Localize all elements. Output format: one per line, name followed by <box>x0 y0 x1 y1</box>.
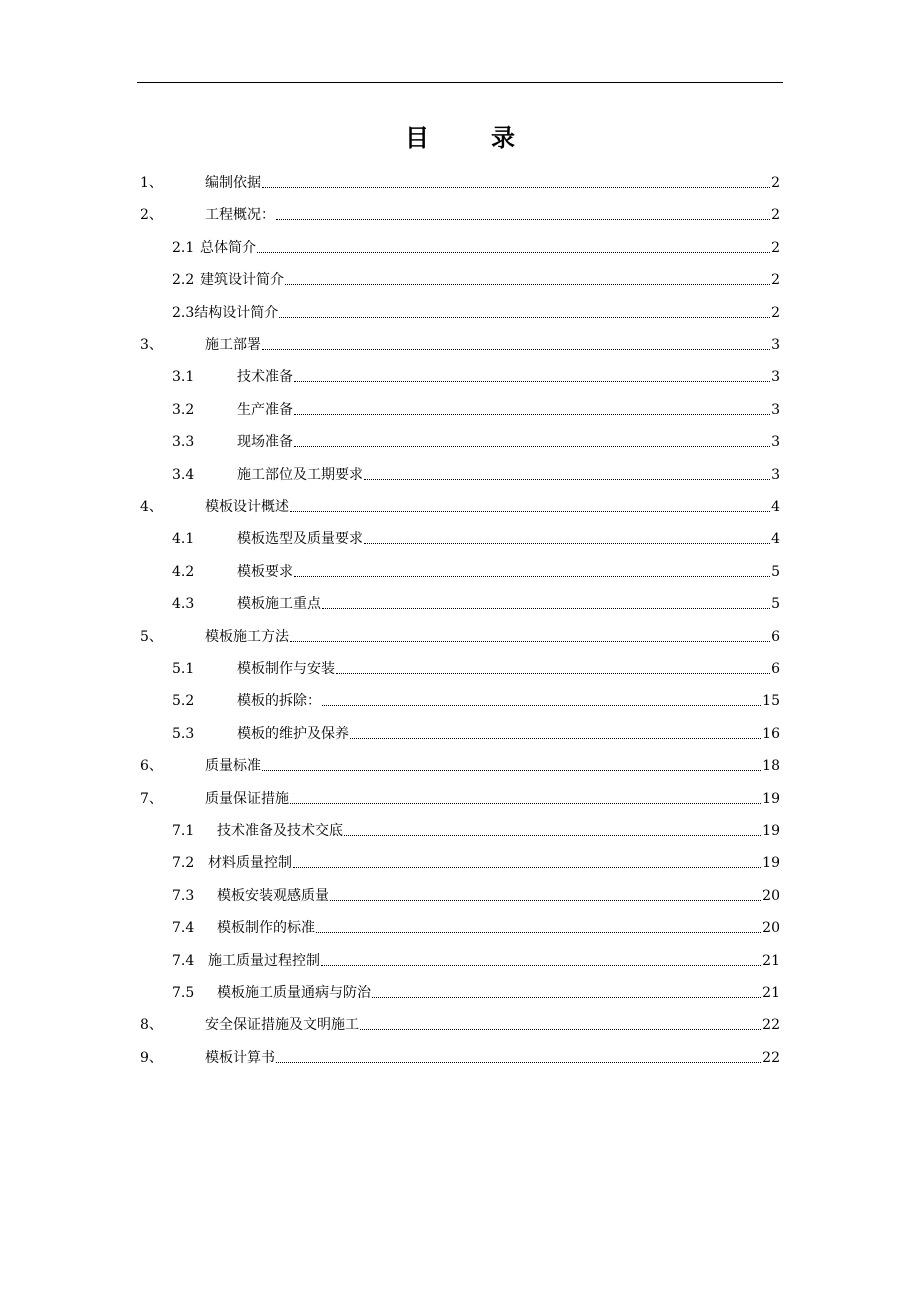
toc-entry[interactable] <box>172 364 780 386</box>
header-rule <box>137 82 783 83</box>
toc-entry-number: 8、 <box>140 1017 163 1034</box>
toc-entry[interactable] <box>172 397 780 419</box>
toc-title <box>0 118 920 153</box>
toc-entry-label: 工程概况： <box>205 207 275 224</box>
toc-entry-leader <box>290 511 770 512</box>
toc-entry-number: 7.2 <box>172 855 195 872</box>
toc-entry-page-number: 21 <box>762 952 780 969</box>
toc-entry-page-number: 19 <box>762 823 780 839</box>
toc-entry-label: 模板制作与安装 <box>237 661 335 677</box>
toc-entry[interactable] <box>172 721 780 743</box>
toc-entry-leader <box>360 1029 761 1030</box>
toc-entry-number: 4.3 <box>172 596 195 613</box>
toc-entry-label: 模板计算书 <box>205 1049 275 1066</box>
toc-entry-label: 技术准备及技术交底 <box>217 823 343 839</box>
toc-entry[interactable] <box>140 753 780 775</box>
toc-title-part2: 录 <box>491 123 515 152</box>
toc-entry-number: 5.1 <box>172 661 195 677</box>
toc-entry-leader <box>294 414 770 415</box>
toc-entry-leader <box>262 770 761 771</box>
toc-entry-number: 7.4 <box>172 952 195 969</box>
toc-entry-leader <box>316 932 761 933</box>
toc-entry-number: 6、 <box>140 758 163 775</box>
toc-entry-page-number: 3 <box>771 434 780 451</box>
toc-entry-label: 施工质量过程控制 <box>208 952 320 969</box>
toc-entry-leader <box>336 673 770 674</box>
toc-entry-leader <box>279 317 770 318</box>
toc-entry-number: 3.1 <box>172 369 195 386</box>
toc-entry-number: 2、 <box>140 207 163 224</box>
toc-entry-label: 模板施工质量通病与防治 <box>217 985 371 1001</box>
toc-entry-number: 3.3 <box>172 434 195 451</box>
toc-entry-page-number: 2 <box>771 239 780 256</box>
toc-entry[interactable] <box>140 170 780 192</box>
toc-entry-label: 模板要求 <box>237 563 293 580</box>
toc-entry-number: 5.3 <box>172 725 195 742</box>
toc-entry[interactable] <box>172 559 780 581</box>
toc-entry-leader <box>364 479 770 480</box>
toc-entry-page-number: 22 <box>762 1017 780 1034</box>
toc-entry-number: 2.3 <box>172 304 195 321</box>
toc-entry-leader <box>350 738 761 739</box>
toc-entry-label: 现场准备 <box>237 434 293 451</box>
toc-entry-leader <box>290 641 770 642</box>
toc-entry-page-number: 6 <box>771 661 780 677</box>
toc-entry-page-number: 20 <box>762 887 780 904</box>
toc-entry-label: 总体简介 <box>200 239 256 256</box>
toc-entry[interactable] <box>172 850 780 872</box>
toc-entry-leader <box>322 705 761 706</box>
toc-entry-number: 1、 <box>140 175 163 191</box>
toc-entry-page-number: 20 <box>762 920 780 937</box>
toc-entry-page-number: 3 <box>771 466 780 483</box>
toc-entry[interactable] <box>172 656 780 678</box>
toc-entry[interactable] <box>172 429 780 451</box>
toc-entry[interactable] <box>140 202 780 224</box>
toc-entry-number: 3、 <box>140 337 163 353</box>
toc-entry-page-number: 2 <box>771 207 780 224</box>
toc-entry-page-number: 5 <box>771 563 780 580</box>
toc-entry-number: 5.2 <box>172 693 195 710</box>
toc-entry[interactable] <box>172 591 780 613</box>
toc-entry[interactable] <box>172 980 780 1002</box>
toc-title-part1: 目 <box>405 123 429 152</box>
toc-entry-label: 模板施工重点 <box>237 596 321 613</box>
toc-entry-leader <box>294 446 770 447</box>
toc-entry-number: 5、 <box>140 628 163 645</box>
toc-entry-number: 4.2 <box>172 563 195 580</box>
toc-entry-number: 7.1 <box>172 823 195 839</box>
toc-entry-leader <box>330 900 761 901</box>
toc-entry-leader <box>322 608 770 609</box>
toc-entry-leader <box>344 835 761 836</box>
toc-entry-leader <box>294 576 770 577</box>
toc-entry-number: 3.4 <box>172 466 195 483</box>
toc-entry-leader <box>290 803 761 804</box>
toc-entry-page-number: 4 <box>771 499 780 515</box>
toc-entry-page-number: 6 <box>771 628 780 645</box>
toc-entry[interactable] <box>172 526 780 548</box>
toc-entry-number: 7.4 <box>172 920 195 937</box>
toc-entry-leader <box>294 381 770 382</box>
toc-entry-page-number: 5 <box>771 596 780 613</box>
toc-entry-number: 2.2 <box>172 272 195 289</box>
toc-entry-label: 模板施工方法 <box>205 628 289 645</box>
toc-entry-page-number: 4 <box>771 531 780 548</box>
toc-entry[interactable] <box>140 624 780 646</box>
toc-entry[interactable] <box>172 235 780 257</box>
toc-entry-label: 施工部位及工期要求 <box>237 466 363 483</box>
toc-entry-leader <box>364 543 770 544</box>
toc-entry-page-number: 15 <box>762 693 780 710</box>
toc-entry-leader <box>262 187 770 188</box>
toc-entry[interactable] <box>172 948 780 970</box>
toc-entry-leader <box>285 284 770 285</box>
toc-entry-page-number: 3 <box>771 401 780 418</box>
toc-entry[interactable] <box>172 688 780 710</box>
toc-entry-number: 7.3 <box>172 887 195 904</box>
toc-entry-label: 技术准备 <box>237 369 293 386</box>
toc-entry-label: 生产准备 <box>237 401 293 418</box>
toc-entry-page-number: 3 <box>771 369 780 386</box>
toc-entry[interactable] <box>140 786 780 808</box>
toc-entry[interactable] <box>172 818 780 840</box>
toc-entry-number: 9、 <box>140 1049 163 1066</box>
toc-entry-page-number: 2 <box>771 304 780 321</box>
toc-entry[interactable] <box>140 332 780 354</box>
toc-entry-label: 编制依据 <box>205 175 261 191</box>
toc-entry-page-number: 22 <box>762 1049 780 1066</box>
toc-entry-number: 4、 <box>140 499 163 515</box>
toc-entry-label: 模板设计概述 <box>205 499 289 515</box>
toc-entry-label: 模板安装观感质量 <box>217 887 329 904</box>
toc-entry-number: 4.1 <box>172 531 195 548</box>
toc-entry-label: 结构设计简介 <box>194 304 279 321</box>
toc-entry-leader <box>262 349 770 350</box>
toc-entry-leader <box>372 997 761 998</box>
toc-entry-page-number: 2 <box>771 272 780 289</box>
toc-entry[interactable] <box>172 267 780 289</box>
toc-entry-number: 2.1 <box>172 239 195 256</box>
toc-entry[interactable] <box>172 462 780 484</box>
toc-entry-page-number: 2 <box>771 175 780 191</box>
toc-entry-leader <box>293 867 761 868</box>
toc-entry-number: 7、 <box>140 790 163 807</box>
toc-entry-page-number: 16 <box>762 725 780 742</box>
toc-entry-label: 建筑设计简介 <box>200 272 284 289</box>
toc-entry[interactable] <box>172 300 780 322</box>
toc-entry[interactable] <box>172 883 780 905</box>
toc-entry-page-number: 21 <box>762 985 780 1001</box>
toc-entry[interactable] <box>140 494 780 516</box>
toc-entry-number: 3.2 <box>172 401 195 418</box>
toc-entry-leader <box>321 965 761 966</box>
toc-entry-page-number: 19 <box>762 790 780 807</box>
toc-entry[interactable] <box>172 915 780 937</box>
toc-entry[interactable] <box>140 1012 780 1034</box>
toc-entry-label: 模板的维护及保养 <box>237 725 349 742</box>
toc-entry-label: 质量标准 <box>205 758 261 775</box>
toc-entry-label: 施工部署 <box>205 337 261 353</box>
toc-entry-leader <box>276 219 770 220</box>
toc-entry[interactable] <box>140 1045 780 1067</box>
toc-entry-page-number: 3 <box>771 337 780 353</box>
toc-entry-label: 模板制作的标准 <box>217 920 315 937</box>
toc-entry-label: 模板的拆除： <box>237 693 321 710</box>
toc-entry-page-number: 19 <box>762 855 780 872</box>
toc-entry-label: 模板选型及质量要求 <box>237 531 363 548</box>
toc-entry-page-number: 18 <box>762 758 780 775</box>
toc-entry-number: 7.5 <box>172 985 195 1001</box>
toc-entry-label: 安全保证措施及文明施工 <box>205 1017 359 1034</box>
toc-entry-label: 质量保证措施 <box>205 790 289 807</box>
toc-entry-leader <box>257 252 770 253</box>
toc-entry-leader <box>276 1062 761 1063</box>
toc-entry-label: 材料质量控制 <box>208 855 292 872</box>
